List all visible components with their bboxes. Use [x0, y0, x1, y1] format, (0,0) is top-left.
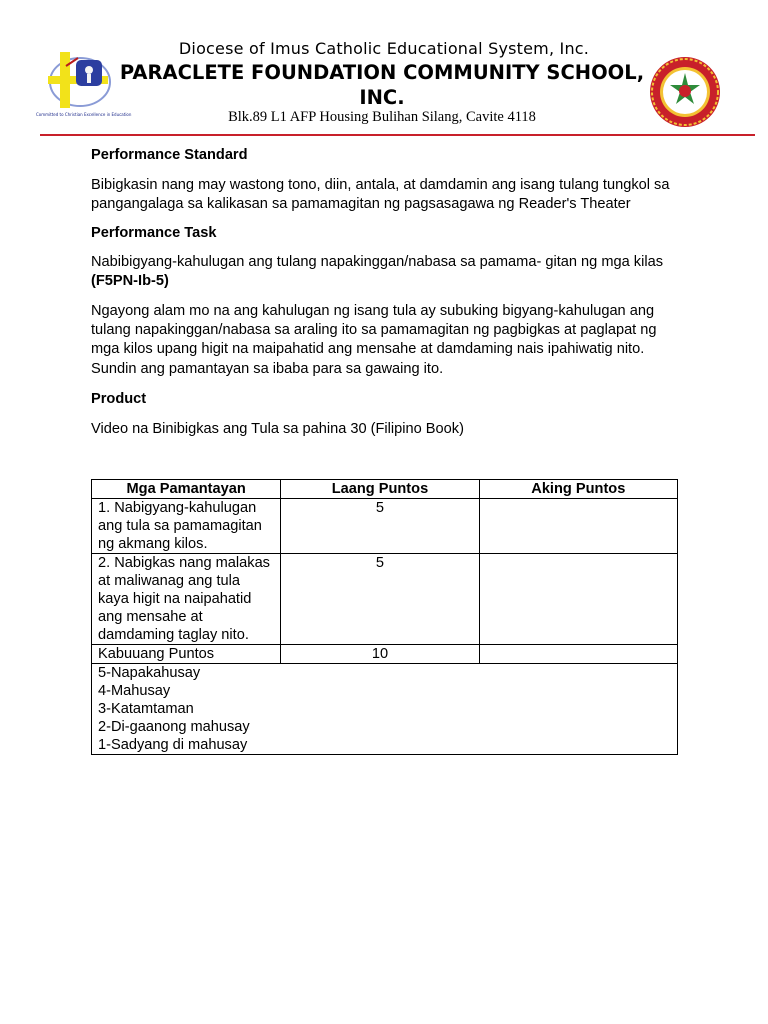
- school-name: PARACLETE FOUNDATION COMMUNITY SCHOOL, INC.: [119, 61, 645, 109]
- standard-text: Bibigkasin nang may wastong tono, diin, antala, at damdamin ang isang tulang tungkol sa pangangalaga sa kalikasan sa pamamagitan ng pagsasagawa ng Reader's Theater: [91, 177, 670, 213]
- column-header: Aking Puntos: [479, 480, 677, 499]
- rubric-row: [92, 554, 678, 645]
- total-label: Kabuuang Puntos: [92, 645, 281, 664]
- total-points: 10: [281, 645, 479, 664]
- task-text: Nabibigyang-kahulugan ang tulang napakinggan/nabasa sa pamama- gitan ng mga kilas (F5PN-Ib-5): [91, 254, 663, 290]
- scale-cell: [92, 664, 678, 755]
- points-cell: 5: [281, 554, 479, 645]
- page-header: [0, 0, 768, 140]
- points-cell: 5: [281, 499, 479, 554]
- scale-item: 4-Mahusay: [98, 683, 171, 699]
- criterion-cell: 2. Nabigkas nang malakas at maliwanag ang tula kaya higit na naipahatid ang mensahe at damdaming taglay nito.: [92, 554, 281, 645]
- scale-item: 1-Sadyang di mahusay: [98, 737, 248, 753]
- product-text: Video na Binibigkas ang Tula sa pahina 30 (Filipino Book): [91, 421, 464, 437]
- task-paragraph: Ngayong alam mo na ang kahulugan ng isang tula ay subuking bigyang-kahulugan ang tulang napakinggan/nabasa sa araling ito sa pamamagitan ng pagbigkas at paglapat ng mga kilos upang higit na maipahatid ang mensahe at damdaming nais ipahiwatig nito. Sundin ang pamantayan sa ibaba para sa gawaing ito.: [91, 303, 657, 377]
- diocese-title: Diocese of Imus Catholic Educational System, Inc.: [178, 39, 590, 58]
- school-seal-right: [648, 55, 722, 129]
- task-code: (F5PN-Ib-5): [91, 273, 169, 290]
- rubric-header-row: [92, 480, 678, 499]
- column-header: Mga Pamantayan: [92, 480, 281, 499]
- scale-item: 2-Di-gaanong mahusay: [98, 719, 250, 735]
- total-my-points: [479, 645, 677, 664]
- scale-item: 5-Napakahusay: [98, 665, 201, 681]
- standard-heading: Performance Standard: [91, 147, 248, 163]
- header-divider: [40, 134, 755, 136]
- rubric-total-row: [92, 645, 678, 664]
- rubric-row: [92, 499, 678, 554]
- my-points-cell: [479, 554, 677, 645]
- scale-item: 3-Katamtaman: [98, 701, 194, 717]
- rubric-scale-row: [92, 664, 678, 755]
- task-heading: Performance Task: [91, 225, 217, 241]
- my-points-cell: [479, 499, 677, 554]
- criterion-cell: 1. Nabigyang-kahulugan ang tula sa pamamagitan ng akmang kilos.: [92, 499, 281, 554]
- column-header: Laang Puntos: [281, 480, 479, 499]
- rubric-table: [91, 479, 678, 755]
- product-heading: Product: [91, 391, 147, 407]
- school-address: Blk.89 L1 AFP Housing Bulihan Silang, Cavite 4118: [228, 109, 536, 125]
- logo-caption: Committed to Christian Excellence in Education: [36, 112, 132, 117]
